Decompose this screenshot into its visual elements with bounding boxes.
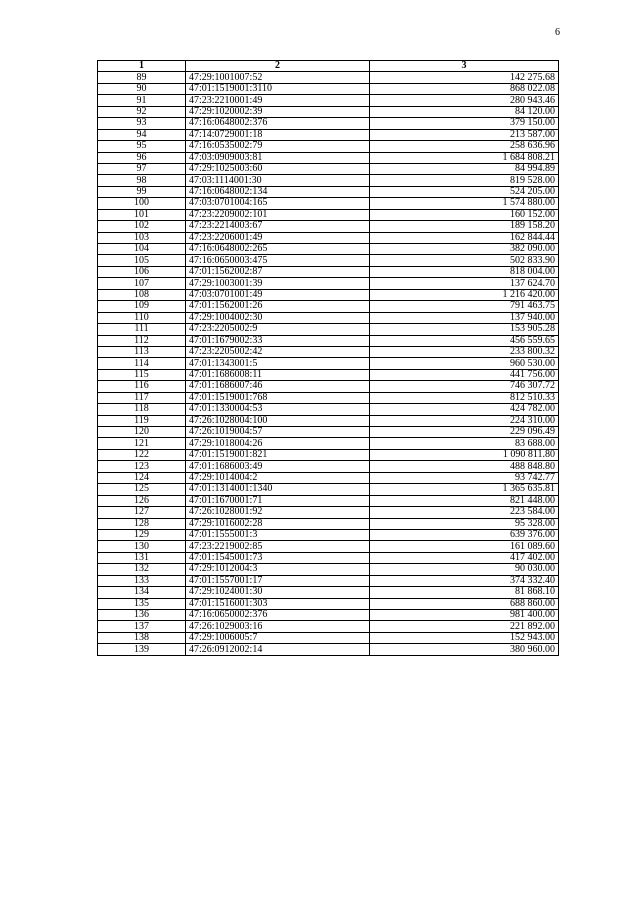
- table-row: [98, 518, 559, 529]
- column-header-2: 2: [186, 61, 370, 72]
- table-row: [98, 461, 559, 472]
- cadastral-number: 47:29:1012004:3: [186, 564, 370, 575]
- row-number: 103: [98, 232, 186, 243]
- cadastral-number: 47:26:0912002:14: [186, 644, 370, 655]
- table-row: [98, 266, 559, 277]
- table-row: [98, 221, 559, 232]
- cadastral-number: 47:26:1028001:92: [186, 507, 370, 518]
- row-number: 120: [98, 427, 186, 438]
- table-body: [98, 72, 559, 655]
- table-row: [98, 209, 559, 220]
- row-number: 100: [98, 198, 186, 209]
- cadastral-number: 47:01:1686003:49: [186, 461, 370, 472]
- cadastral-value: 1 365 635.81: [370, 484, 559, 495]
- table-row: [98, 232, 559, 243]
- cadastral-value: 137 624.70: [370, 278, 559, 289]
- row-number: 89: [98, 72, 186, 83]
- row-number: 90: [98, 83, 186, 94]
- cadastral-value: 223 584.00: [370, 507, 559, 518]
- cadastral-value: 160 152.00: [370, 209, 559, 220]
- cadastral-value: 417 402.00: [370, 552, 559, 563]
- row-number: 130: [98, 541, 186, 552]
- row-number: 112: [98, 335, 186, 346]
- row-number: 99: [98, 186, 186, 197]
- cadastral-number: 47:16:0648002:376: [186, 118, 370, 129]
- cadastral-value: 161 089.60: [370, 541, 559, 552]
- row-number: 98: [98, 175, 186, 186]
- cadastral-value: 81 868.10: [370, 587, 559, 598]
- cadastral-value: 502 833.90: [370, 255, 559, 266]
- row-number: 96: [98, 152, 186, 163]
- row-number: 110: [98, 312, 186, 323]
- cadastral-number: 47:29:1001007:52: [186, 72, 370, 83]
- table-row: [98, 381, 559, 392]
- cadastral-number: 47:23:2206001:49: [186, 232, 370, 243]
- table-row: [98, 95, 559, 106]
- cadastral-value: 162 844.44: [370, 232, 559, 243]
- table-row: [98, 198, 559, 209]
- cadastral-value: 821 448.00: [370, 495, 559, 506]
- cadastral-number: 47:16:0535002:79: [186, 141, 370, 152]
- row-number: 125: [98, 484, 186, 495]
- row-number: 136: [98, 610, 186, 621]
- row-number: 93: [98, 118, 186, 129]
- cadastral-value: 374 332.40: [370, 575, 559, 586]
- table-row: [98, 427, 559, 438]
- cadastral-number: 47:23:2219002:85: [186, 541, 370, 552]
- row-number: 115: [98, 369, 186, 380]
- cadastral-value: 84 994.89: [370, 163, 559, 174]
- cadastral-value: 258 636.96: [370, 141, 559, 152]
- row-number: 132: [98, 564, 186, 575]
- table-row: [98, 186, 559, 197]
- cadastral-value: 379 150.00: [370, 118, 559, 129]
- table-row: [98, 83, 559, 94]
- cadastral-number: 47:03:0701004:165: [186, 198, 370, 209]
- table-row: [98, 141, 559, 152]
- row-number: 114: [98, 358, 186, 369]
- row-number: 129: [98, 529, 186, 540]
- table-row: [98, 610, 559, 621]
- cadastral-number: 47:29:1018004:26: [186, 438, 370, 449]
- cadastral-number: 47:01:1330004:53: [186, 404, 370, 415]
- cadastral-value: 868 022.08: [370, 83, 559, 94]
- table-row: [98, 358, 559, 369]
- page-number: 6: [555, 27, 560, 38]
- table-row: [98, 415, 559, 426]
- cadastral-value: 524 205.00: [370, 186, 559, 197]
- cadastral-value: 224 310.00: [370, 415, 559, 426]
- cadastral-value: 818 004.00: [370, 266, 559, 277]
- cadastral-number: 47:01:1519001:768: [186, 392, 370, 403]
- row-number: 127: [98, 507, 186, 518]
- row-number: 126: [98, 495, 186, 506]
- cadastral-number: 47:03:0701001:49: [186, 289, 370, 300]
- cadastral-number: 47:01:1562001:26: [186, 301, 370, 312]
- table-row: [98, 175, 559, 186]
- row-number: 92: [98, 106, 186, 117]
- cadastral-number: 47:29:1024001:30: [186, 587, 370, 598]
- cadastral-number: 47:29:1004002:30: [186, 312, 370, 323]
- cadastral-number: 47:16:0650003:475: [186, 255, 370, 266]
- cadastral-value: 746 307.72: [370, 381, 559, 392]
- row-number: 137: [98, 621, 186, 632]
- cadastral-number: 47:23:2214003:67: [186, 221, 370, 232]
- table-row: [98, 301, 559, 312]
- header-row: [98, 61, 559, 72]
- row-number: 119: [98, 415, 186, 426]
- cadastral-value: 1 090 811.80: [370, 449, 559, 460]
- cadastral-number: 47:14:0729001:18: [186, 129, 370, 140]
- cadastral-value: 213 587.00: [370, 129, 559, 140]
- table-row: [98, 438, 559, 449]
- cadastral-value: 221 892.00: [370, 621, 559, 632]
- table-row: [98, 163, 559, 174]
- cadastral-value: 137 940.00: [370, 312, 559, 323]
- cadastral-value: 688 860.00: [370, 598, 559, 609]
- cadastral-value: 93 742.77: [370, 472, 559, 483]
- table-row: [98, 346, 559, 357]
- cadastral-number: 47:01:1545001:73: [186, 552, 370, 563]
- cadastral-number: 47:01:1562002:87: [186, 266, 370, 277]
- cadastral-number: 47:01:1516001:303: [186, 598, 370, 609]
- cadastral-number: 47:01:1314001:1340: [186, 484, 370, 495]
- cadastral-value: 90 030.00: [370, 564, 559, 575]
- cadastral-value: 233 800.32: [370, 346, 559, 357]
- table-row: [98, 564, 559, 575]
- cadastral-number: 47:03:1114001:30: [186, 175, 370, 186]
- column-header-1: 1: [98, 61, 186, 72]
- table-row: [98, 129, 559, 140]
- row-number: 135: [98, 598, 186, 609]
- cadastral-value: 380 960.00: [370, 644, 559, 655]
- cadastral-number: 47:16:0650002:376: [186, 610, 370, 621]
- table-row: [98, 552, 559, 563]
- table-row: [98, 278, 559, 289]
- table-row: [98, 392, 559, 403]
- table-row: [98, 541, 559, 552]
- cadastral-value: 152 943.00: [370, 632, 559, 643]
- row-number: 122: [98, 449, 186, 460]
- table-row: [98, 598, 559, 609]
- cadastral-number: 47:01:1519001:3110: [186, 83, 370, 94]
- cadastral-value: 1 684 808.21: [370, 152, 559, 163]
- cadastral-number: 47:29:1025003:60: [186, 163, 370, 174]
- cadastral-number: 47:01:1557001:17: [186, 575, 370, 586]
- row-number: 94: [98, 129, 186, 140]
- cadastral-value: 488 848.80: [370, 461, 559, 472]
- cadastral-number: 47:29:1006005:7: [186, 632, 370, 643]
- cadastral-value: 142 275.68: [370, 72, 559, 83]
- cadastral-value: 639 376.00: [370, 529, 559, 540]
- table-row: [98, 472, 559, 483]
- table-row: [98, 575, 559, 586]
- cadastral-value: 1 216 420.00: [370, 289, 559, 300]
- cadastral-number: 47:23:2205002:42: [186, 346, 370, 357]
- table-row: [98, 644, 559, 655]
- registry-table: [97, 60, 559, 656]
- row-number: 134: [98, 587, 186, 598]
- cadastral-number: 47:29:1003001:39: [186, 278, 370, 289]
- table-row: [98, 632, 559, 643]
- row-number: 111: [98, 324, 186, 335]
- cadastral-number: 47:16:0648002:265: [186, 244, 370, 255]
- table-row: [98, 404, 559, 415]
- cadastral-value: 382 090.00: [370, 244, 559, 255]
- cadastral-number: 47:29:1014004:2: [186, 472, 370, 483]
- table-row: [98, 289, 559, 300]
- row-number: 102: [98, 221, 186, 232]
- cadastral-number: 47:16:0648002:134: [186, 186, 370, 197]
- cadastral-value: 441 756.00: [370, 369, 559, 380]
- cadastral-value: 981 400.00: [370, 610, 559, 621]
- cadastral-value: 812 510.33: [370, 392, 559, 403]
- cadastral-number: 47:23:2205002:9: [186, 324, 370, 335]
- row-number: 106: [98, 266, 186, 277]
- table-row: [98, 152, 559, 163]
- table-row: [98, 449, 559, 460]
- cadastral-number: 47:23:2210001:49: [186, 95, 370, 106]
- table-row: [98, 369, 559, 380]
- row-number: 133: [98, 575, 186, 586]
- cadastral-number: 47:26:1028004:100: [186, 415, 370, 426]
- table-row: [98, 587, 559, 598]
- row-number: 104: [98, 244, 186, 255]
- cadastral-value: 229 096.49: [370, 427, 559, 438]
- row-number: 101: [98, 209, 186, 220]
- cadastral-value: 424 782.00: [370, 404, 559, 415]
- cadastral-value: 153 905.28: [370, 324, 559, 335]
- cadastral-number: 47:26:1029003:16: [186, 621, 370, 632]
- row-number: 108: [98, 289, 186, 300]
- row-number: 124: [98, 472, 186, 483]
- cadastral-value: 189 158.20: [370, 221, 559, 232]
- row-number: 105: [98, 255, 186, 266]
- table-row: [98, 529, 559, 540]
- cadastral-number: 47:01:1679002:33: [186, 335, 370, 346]
- cadastral-value: 819 528.00: [370, 175, 559, 186]
- cadastral-value: 280 943.46: [370, 95, 559, 106]
- cadastral-value: 83 688.00: [370, 438, 559, 449]
- table-row: [98, 495, 559, 506]
- row-number: 128: [98, 518, 186, 529]
- cadastral-number: 47:01:1686008:11: [186, 369, 370, 380]
- row-number: 109: [98, 301, 186, 312]
- cadastral-value: 960 530.00: [370, 358, 559, 369]
- table-row: [98, 507, 559, 518]
- row-number: 95: [98, 141, 186, 152]
- table-row: [98, 72, 559, 83]
- cadastral-value: 95 328.00: [370, 518, 559, 529]
- table-row: [98, 621, 559, 632]
- table-row: [98, 324, 559, 335]
- row-number: 113: [98, 346, 186, 357]
- row-number: 91: [98, 95, 186, 106]
- cadastral-number: 47:03:0909003:81: [186, 152, 370, 163]
- cadastral-number: 47:01:1555001:3: [186, 529, 370, 540]
- table-row: [98, 312, 559, 323]
- row-number: 139: [98, 644, 186, 655]
- table-row: [98, 484, 559, 495]
- cadastral-number: 47:23:2209002:101: [186, 209, 370, 220]
- cadastral-value: 791 463.75: [370, 301, 559, 312]
- row-number: 131: [98, 552, 186, 563]
- cadastral-number: 47:26:1019004:57: [186, 427, 370, 438]
- cadastral-number: 47:29:1020002:39: [186, 106, 370, 117]
- cadastral-value: 456 559.65: [370, 335, 559, 346]
- row-number: 97: [98, 163, 186, 174]
- cadastral-value: 84 120.00: [370, 106, 559, 117]
- row-number: 117: [98, 392, 186, 403]
- cadastral-number: 47:29:1016002:28: [186, 518, 370, 529]
- cadastral-number: 47:01:1670001:71: [186, 495, 370, 506]
- table-row: [98, 244, 559, 255]
- cadastral-value: 1 574 880.00: [370, 198, 559, 209]
- row-number: 123: [98, 461, 186, 472]
- column-header-3: 3: [370, 61, 559, 72]
- row-number: 118: [98, 404, 186, 415]
- cadastral-number: 47:01:1686007:46: [186, 381, 370, 392]
- table-row: [98, 106, 559, 117]
- cadastral-number: 47:01:1519001:821: [186, 449, 370, 460]
- row-number: 138: [98, 632, 186, 643]
- row-number: 107: [98, 278, 186, 289]
- table-row: [98, 255, 559, 266]
- table-row: [98, 335, 559, 346]
- row-number: 121: [98, 438, 186, 449]
- table-row: [98, 118, 559, 129]
- cadastral-number: 47:01:1343001:5: [186, 358, 370, 369]
- row-number: 116: [98, 381, 186, 392]
